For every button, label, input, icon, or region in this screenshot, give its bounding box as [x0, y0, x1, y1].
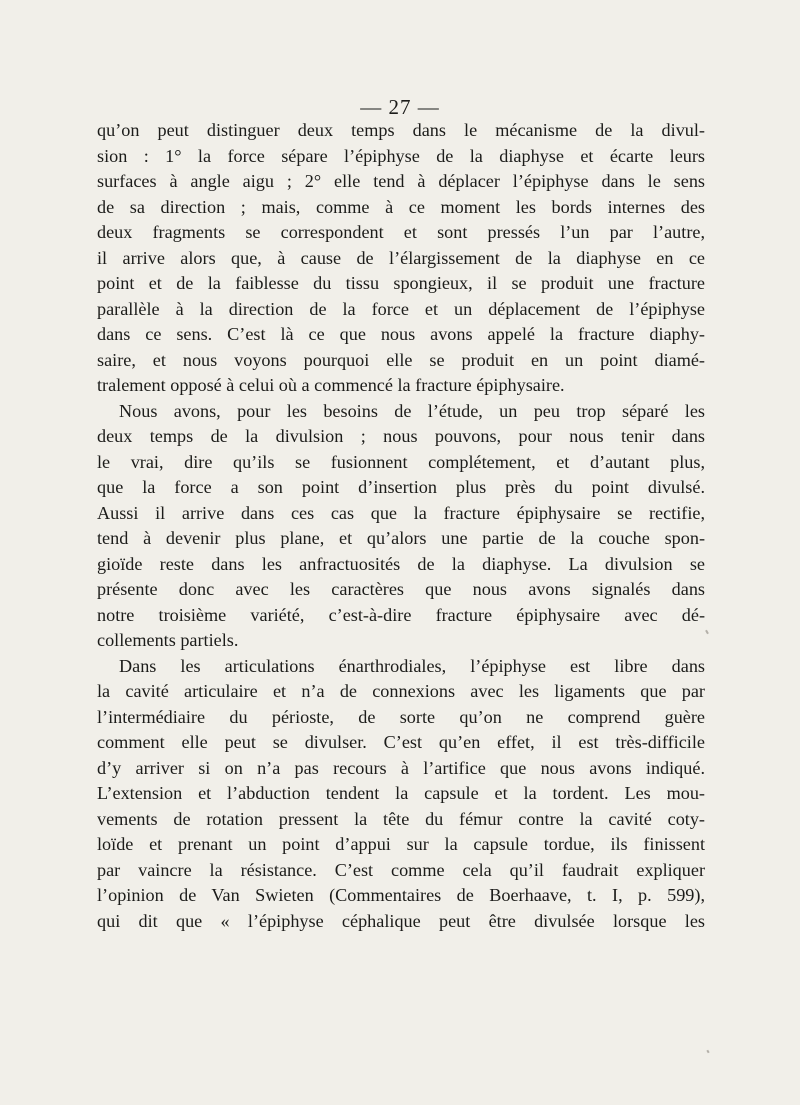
text-line: notre troisième variété, c’est-à-dire fracture épiphysaire avec dé- [97, 604, 705, 625]
text-line: il arrive alors que, à cause de l’élargissement de la diaphyse en ce [97, 247, 705, 268]
body-text [97, 118, 705, 934]
text-line: deux fragments se correspondent et sont pressés l’un par l’autre, [97, 222, 705, 242]
paper-speck [706, 1050, 709, 1054]
text-line: sion : 1° la force sépare l’épiphyse de la diaphyse et écarte leurs [97, 145, 705, 166]
text-line: dans ce sens. C’est là ce que nous avons appelé la fracture diaphy- [97, 324, 705, 344]
paper-speck [705, 630, 709, 634]
text-line: par vaincre la résistance. C’est comme cela qu’il faudrait expliquer [97, 859, 705, 880]
text-line: la cavité articulaire et n’a de connexions avec les ligaments que par [97, 681, 705, 701]
text-line: L’extension et l’abduction tendent la capsule et la tordent. Les mou- [97, 783, 705, 803]
text-line: que la force a son point d’insertion plus près du point divulsé. [97, 477, 705, 497]
text-line: le vrai, dire qu’ils se fusionnent complétement, et d’autant plus, [97, 451, 705, 472]
text-line: Aussi il arrive dans ces cas que la fracture épiphysaire se rectifie, [97, 502, 705, 523]
text-line: tralement opposé à celui où a commencé la fracture épiphysaire. [97, 375, 565, 395]
text-line: parallèle à la direction de la force et un déplacement de l’épiphyse [97, 298, 705, 319]
text-line: de sa direction ; mais, comme à ce moment les bords internes des [97, 196, 705, 217]
text-line: deux temps de la divulsion ; nous pouvons, pour nous tenir dans [97, 426, 705, 446]
text-line: d’y arriver si on n’a pas recours à l’artifice que nous avons indiqué. [97, 757, 705, 778]
text-line: tend à devenir plus plane, et qu’alors une partie de la couche spon- [97, 528, 705, 548]
text-line: collements partiels. [97, 630, 239, 650]
text-line: surfaces à angle aigu ; 2° elle tend à déplacer l’épiphyse dans le sens [97, 171, 705, 191]
text-line: comment elle peut se divulser. C’est qu’en effet, il est très-difficile [97, 732, 705, 752]
text-line: Nous avons, pour les besoins de l’étude, un peu trop séparé les [119, 400, 705, 421]
text-line: présente donc avec les caractères que nous avons signalés dans [97, 579, 705, 599]
text-line: l’intermédiaire du périoste, de sorte qu’on ne comprend guère [97, 706, 705, 727]
text-line: saire, et nous voyons pourquoi elle se produit en un point diamé- [97, 349, 705, 370]
text-line: qui dit que « l’épiphyse céphalique peut être divulsée lorsque les [97, 910, 705, 931]
text-line: vements de rotation pressent la tête du fémur contre la cavité coty- [97, 808, 705, 829]
text-line: l’opinion de Van Swieten (Commentaires de Boerhaave, t. I, p. 599), [97, 885, 705, 905]
text-line: gioïde reste dans les anfractuosités de la diaphyse. La divulsion se [97, 553, 705, 574]
text-line: Dans les articulations énarthrodiales, l’épiphyse est libre dans [119, 655, 705, 676]
text-line: point et de la faiblesse du tissu spongieux, il se produit une fracture [97, 273, 705, 293]
text-line: loïde et prenant un point d’appui sur la capsule tordue, ils finissent [97, 834, 705, 854]
text-line: qu’on peut distinguer deux temps dans le mécanisme de la divul- [97, 120, 705, 140]
page-number: — 27 — [360, 95, 440, 119]
